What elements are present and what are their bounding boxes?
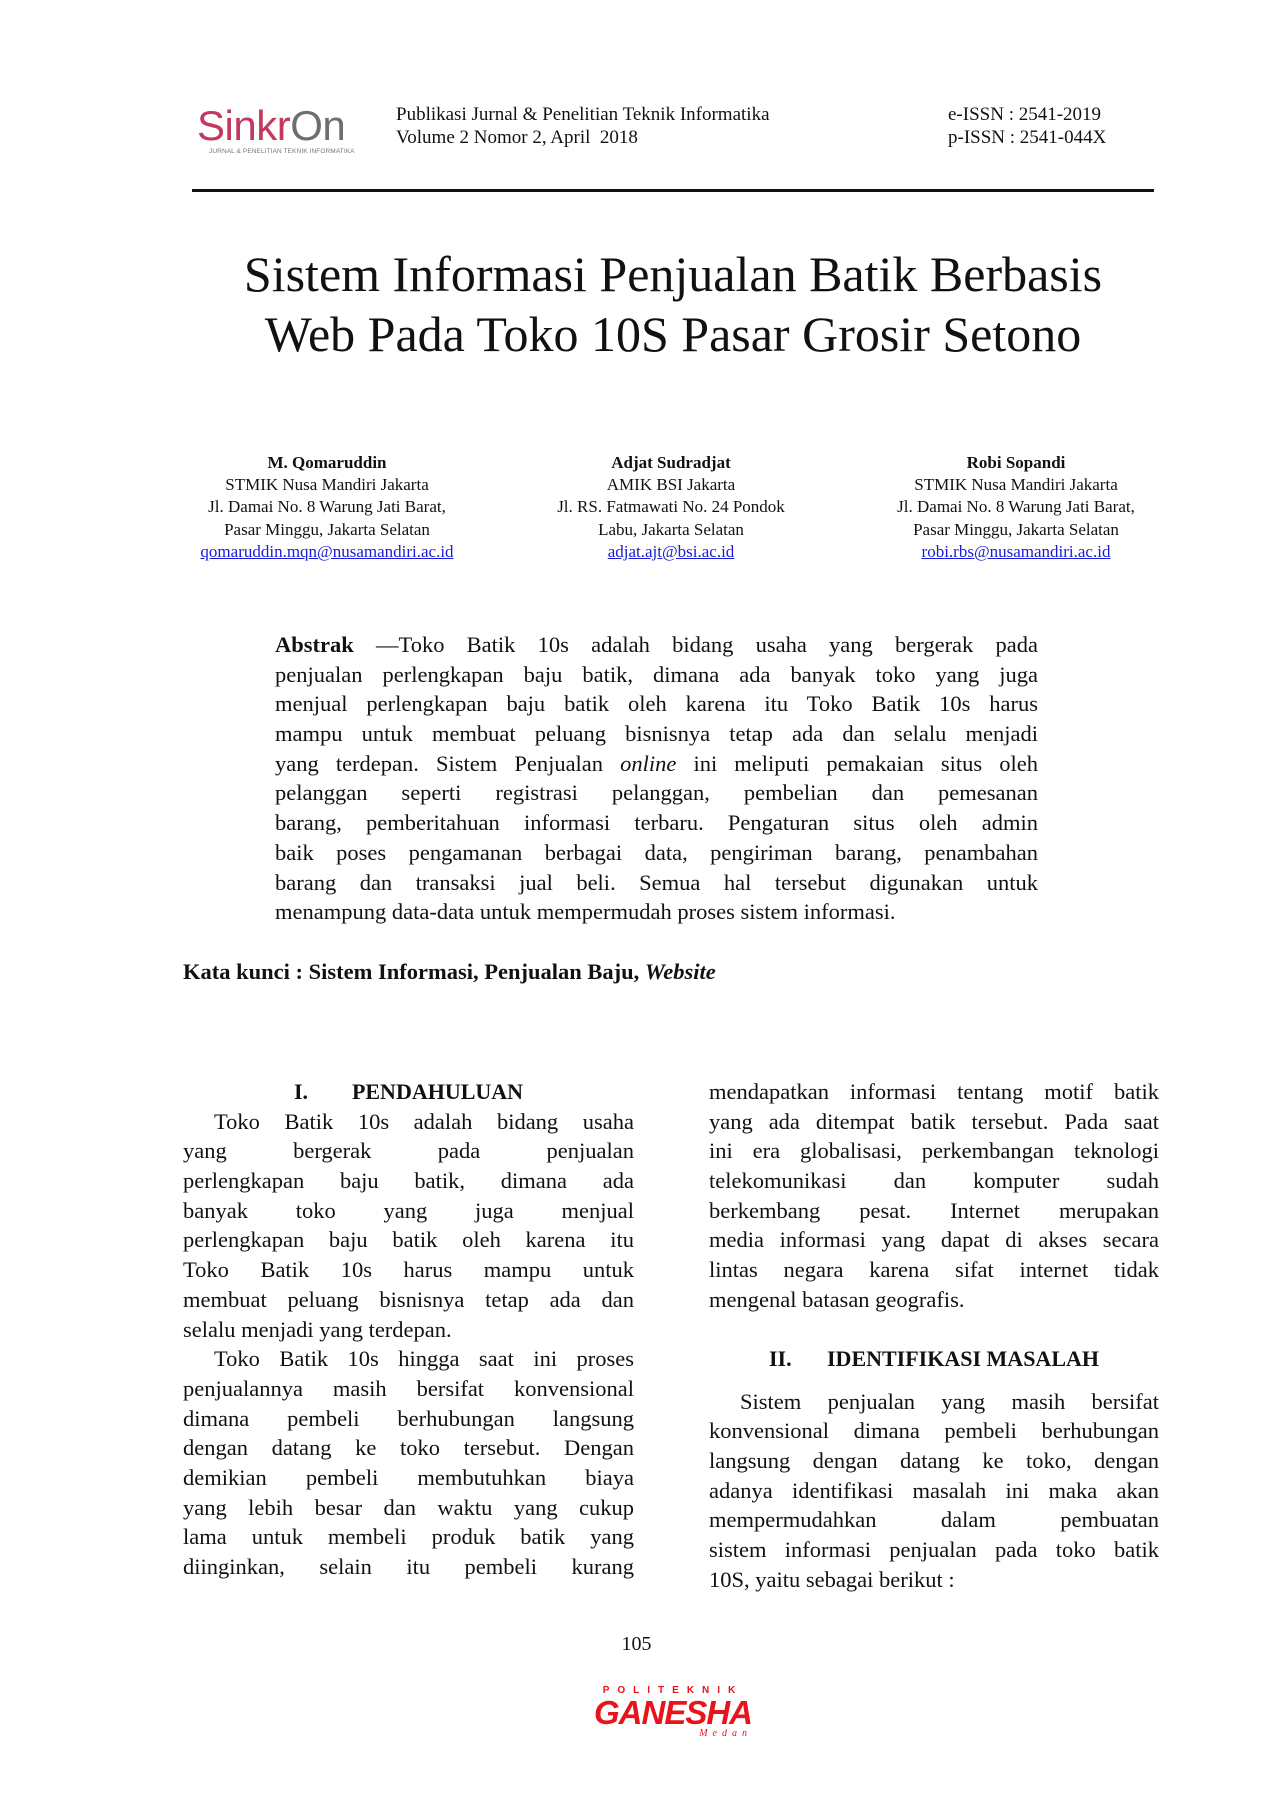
paragraph-line: diinginkan, selain itu pembeli kurang bbox=[183, 1554, 634, 1580]
right-column bbox=[709, 1077, 1159, 1315]
paper-title bbox=[192, 244, 1154, 364]
author-affiliation: AMIK BSI Jakarta bbox=[606, 475, 736, 495]
logo-text-a: Sinkr bbox=[197, 102, 291, 149]
pissn: p-ISSN : 2541-044X bbox=[948, 127, 1107, 148]
author-address: Labu, Jakarta Selatan bbox=[598, 519, 744, 539]
abstract-line: baik poses pengamanan berbagai data, pengiriman barang, penambahan bbox=[275, 839, 1038, 865]
paragraph-line: 10S, yaitu sebagai berikut : bbox=[709, 1566, 955, 1592]
abstract-line: menjual perlengkapan baju batik oleh karena itu Toko Batik 10s harus bbox=[275, 691, 1038, 717]
issn-info bbox=[948, 103, 1106, 149]
journal-volume: Volume 2 Nomor 2, April 2018 bbox=[396, 127, 638, 148]
paragraph-line: Toko Batik 10s harus mampu untuk bbox=[183, 1257, 634, 1283]
abstract-italic-term: online bbox=[620, 750, 677, 776]
author-address: Jl. RS. Fatmawati No. 24 Pondok bbox=[557, 497, 785, 517]
logo-text-b: On bbox=[290, 102, 346, 149]
paragraph-line: langsung dengan datang ke toko, dengan bbox=[709, 1448, 1159, 1474]
abstract-line bbox=[275, 749, 1038, 779]
author-block bbox=[506, 452, 836, 563]
paragraph-line: yang bergerak pada penjualan bbox=[183, 1138, 634, 1164]
title-line-2: Web Pada Toko 10S Pasar Grosir Setono bbox=[264, 306, 1082, 362]
section-title: PENDAHULUAN bbox=[351, 1079, 524, 1104]
paragraph-line: berkembang pesat. Internet merupakan bbox=[709, 1197, 1159, 1223]
abstract-text: Toko Batik 10s adalah bidang usaha yang bergerak pada bbox=[398, 632, 1039, 657]
section-number: I. bbox=[293, 1079, 308, 1104]
paragraph-line: telekomunikasi dan komputer sudah bbox=[709, 1168, 1159, 1194]
sinkron-logo bbox=[197, 104, 377, 164]
paragraph-line: adanya identifikasi masalah ini maka akan bbox=[709, 1477, 1159, 1503]
paragraph-line: mempermudahkan dalam pembuatan bbox=[709, 1507, 1159, 1533]
keywords-italic: Website bbox=[644, 959, 716, 984]
author-name: M. Qomaruddin bbox=[267, 453, 387, 472]
paragraph-line: mengenal batasan geografis. bbox=[709, 1286, 965, 1312]
paragraph-line: Sistem penjualan yang masih bersifat bbox=[740, 1388, 1159, 1414]
author-block bbox=[851, 452, 1181, 563]
abstract-dash: — bbox=[353, 632, 399, 657]
logo-subtitle: JURNAL & PENELITIAN TEKNIK INFORMATIKA bbox=[209, 148, 355, 155]
paragraph-line: ini era globalisasi, perkembangan teknologi bbox=[709, 1138, 1159, 1164]
abstract-line: barang dan transaksi jual beli. Semua hal tersebut digunakan untuk bbox=[275, 869, 1038, 895]
right-column-section2 bbox=[709, 1344, 1159, 1595]
logo-line-3: Medan bbox=[699, 1728, 752, 1739]
paragraph-line: sistem informasi penjualan pada toko batik bbox=[709, 1537, 1159, 1563]
abstract-line: penjualan perlengkapan baju batik, dimana ada banyak toko yang juga bbox=[275, 661, 1038, 687]
author-email-link[interactable]: qomaruddin.mqn@nusamandiri.ac.id bbox=[200, 541, 454, 561]
journal-info bbox=[396, 103, 770, 149]
journal-name: Publikasi Jurnal & Penelitian Teknik Informatika bbox=[396, 104, 770, 125]
paragraph-line: demikian pembeli membutuhkan biaya bbox=[183, 1464, 634, 1490]
author-address: Jl. Damai No. 8 Warung Jati Barat, bbox=[208, 497, 446, 517]
abstract-text: ini meliputi pemakaian situs oleh bbox=[676, 750, 1038, 776]
author-name: Adjat Sudradjat bbox=[611, 453, 731, 472]
author-email-link[interactable]: adjat.ajt@bsi.ac.id bbox=[607, 541, 735, 561]
paragraph-line: membuat peluang bisnisnya tetap ada dan bbox=[183, 1286, 634, 1312]
paragraph-line: perlengkapan baju batik oleh karena itu bbox=[183, 1227, 634, 1253]
politeknik-ganesha-logo bbox=[586, 1685, 760, 1743]
left-column bbox=[183, 1077, 634, 1582]
abstract-text: yang terdepan. Sistem Penjualan bbox=[275, 750, 621, 776]
logo-line-2: GANESHA bbox=[593, 1694, 753, 1731]
author-block bbox=[162, 452, 492, 563]
author-address: Jl. Damai No. 8 Warung Jati Barat, bbox=[897, 497, 1135, 517]
author-address: Pasar Minggu, Jakarta Selatan bbox=[913, 519, 1119, 539]
abstract-line: mampu untuk membuat peluang bisnisnya tetap ada dan selalu menjadi bbox=[275, 721, 1038, 747]
author-name: Robi Sopandi bbox=[966, 453, 1066, 472]
paragraph-line: Toko Batik 10s hingga saat ini proses bbox=[214, 1346, 634, 1372]
author-address: Pasar Minggu, Jakarta Selatan bbox=[224, 519, 430, 539]
paragraph-line: yang lebih besar dan waktu yang cukup bbox=[183, 1494, 634, 1520]
author-affiliation: STMIK Nusa Mandiri Jakarta bbox=[225, 475, 429, 495]
abstract-line bbox=[275, 630, 1038, 660]
abstract-line: pelanggan seperti registrasi pelanggan, pembelian dan pemesanan bbox=[275, 780, 1038, 806]
paragraph-line: mendapatkan informasi tentang motif batik bbox=[709, 1079, 1159, 1104]
paragraph-line: Toko Batik 10s adalah bidang usaha bbox=[214, 1108, 634, 1134]
title-line-1: Sistem Informasi Penjualan Batik Berbasis bbox=[243, 246, 1103, 302]
section-heading-pendahuluan bbox=[183, 1077, 634, 1107]
abstract-label: Abstrak bbox=[275, 632, 354, 657]
paragraph-line: lintas negara karena sifat internet tidak bbox=[709, 1257, 1159, 1283]
paragraph-line: penjualannya masih bersifat konvensional bbox=[183, 1375, 634, 1401]
section-heading-identifikasi bbox=[709, 1344, 1159, 1374]
paragraph-line: perlengkapan baju batik, dimana ada bbox=[183, 1168, 634, 1194]
paragraph-line: banyak toko yang juga menjual bbox=[183, 1197, 634, 1223]
abstract bbox=[275, 630, 1038, 927]
abstract-line: barang, pemberitahuan informasi terbaru. Pengaturan situs oleh admin bbox=[275, 810, 1038, 836]
header-rule bbox=[192, 189, 1154, 192]
abstract-line: menampung data-data untuk mempermudah proses sistem informasi. bbox=[275, 899, 896, 925]
section-title: IDENTIFIKASI MASALAH bbox=[827, 1346, 1099, 1371]
section-number: II. bbox=[769, 1346, 792, 1371]
paragraph-line: dengan datang ke toko tersebut. Dengan bbox=[183, 1435, 634, 1461]
author-affiliation: STMIK Nusa Mandiri Jakarta bbox=[914, 475, 1118, 495]
paragraph-line: lama untuk membeli produk batik yang bbox=[183, 1524, 634, 1550]
logo-line-1: POLITEKNIK bbox=[602, 1685, 744, 1696]
paragraph-line: media informasi yang dapat di akses secara bbox=[709, 1227, 1159, 1253]
keywords bbox=[183, 957, 716, 987]
paragraph-line: dimana pembeli berhubungan langsung bbox=[183, 1405, 634, 1431]
eissn: e-ISSN : 2541-2019 bbox=[948, 104, 1102, 125]
author-email-link[interactable]: robi.rbs@nusamandiri.ac.id bbox=[921, 541, 1111, 561]
paragraph-line: yang ada ditempat batik tersebut. Pada saat bbox=[709, 1108, 1159, 1134]
paragraph-line: konvensional dimana pembeli berhubungan bbox=[709, 1418, 1159, 1444]
paragraph-line: selalu menjadi yang terdepan. bbox=[183, 1316, 452, 1342]
page-number: 105 bbox=[621, 1633, 652, 1655]
keywords-label: Kata kunci : Sistem Informasi, Penjualan Baju, bbox=[183, 959, 645, 984]
